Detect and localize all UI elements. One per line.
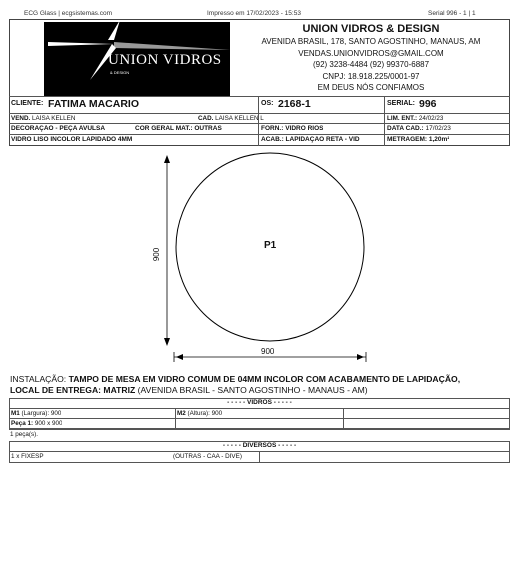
- logo-tagline: & DESIGN: [110, 70, 130, 75]
- arrow-down-icon: [164, 338, 170, 346]
- diversos-title: - - - - - DIVERSOS - - - - -: [222, 442, 297, 449]
- delivery-address: (AVENIDA BRASIL - SANTO AGOSTINHO - MANAUS - AM): [137, 385, 368, 395]
- width-dimension: 900: [261, 347, 275, 356]
- cadastrado-por: CAD. LAISA KELLEN L: [198, 114, 264, 122]
- vidro-tipo: VIDRO LISO INCOLOR LAPIDADO 4MM: [11, 136, 133, 143]
- company-motto: EM DEUS NÓS CONFIAMOS: [317, 83, 425, 92]
- installation-label: INSTALAÇÃO:: [10, 374, 67, 384]
- m2-altura: M2 (Altura): 900: [177, 409, 223, 417]
- company-info: [236, 22, 506, 94]
- grid-line: [9, 123, 510, 124]
- vidros-title: - - - - - VIDROS - - - - -: [227, 399, 292, 406]
- piece-label: P1: [264, 240, 277, 251]
- data-cadastro: DATA CAD.: 17/02/23: [387, 125, 451, 132]
- m1-largura: M1 (Largura): 900: [11, 409, 62, 417]
- serial-label: SERIAL:: [387, 100, 415, 107]
- peca-count: 1 peça(s).: [10, 431, 38, 438]
- company-email: VENDAS.UNIONVIDROS@GMAIL.COM: [298, 48, 444, 58]
- os-label: OS:: [261, 100, 274, 107]
- os-number: 2168-1: [278, 98, 311, 110]
- system-name: ECG Glass | ecgsistemas.com: [24, 10, 113, 17]
- fornecedor: FORN.: VIDRO RIOS: [261, 125, 324, 132]
- arrow-up-icon: [164, 155, 170, 163]
- cor-geral: COR GERAL MAT.: OUTRAS: [135, 125, 222, 132]
- company-phones: (92) 3238-4484 (92) 99370-6887: [312, 60, 430, 69]
- logo-text: UNION VIDROS: [108, 52, 222, 68]
- delivery-label: LOCAL DE ENTREGA: MATRIZ: [10, 385, 136, 395]
- arrow-right-icon: [357, 354, 364, 360]
- limite-entrega: LIM. ENT.: 24/02/23: [387, 114, 444, 122]
- arrow-left-icon: [176, 354, 183, 360]
- serial-page: Serial 996 - 1 | 1: [428, 10, 476, 17]
- grid-line: [9, 134, 510, 135]
- company-address: AVENIDA BRASIL, 178, SANTO AGOSTINHO, MANAUS, AM: [261, 37, 481, 46]
- decoracao: DECORAÇÃO - PEÇA AVULSA: [11, 125, 106, 132]
- installation-text: TAMPO DE MESA EM VIDRO COMUM DE 04MM INCOLOR COM ACABAMENTO DE LAPIDAÇÃO,: [68, 374, 461, 384]
- serial-number: 996: [419, 98, 437, 110]
- print-date: Impresso em 17/02/2023 - 15:53: [207, 10, 301, 17]
- cliente-name: FATIMA MACARIO: [48, 98, 139, 110]
- vidros-table: [9, 398, 510, 430]
- diversos-item: 1 x FIXESP: [11, 453, 44, 460]
- acabamento: ACAB.: LAPIDAÇÃO RETA - VID: [261, 136, 360, 143]
- grid-line: [384, 96, 385, 146]
- technical-drawing: [150, 150, 380, 370]
- peca-1-size: Peça 1: 900 x 900: [11, 419, 63, 427]
- cliente-label: CLIENTE:: [11, 100, 44, 107]
- metragem: METRAGEM: 1,20m²: [387, 136, 450, 143]
- diversos-table: [9, 441, 510, 463]
- company-name: UNION VIDROS & DESIGN: [302, 23, 440, 35]
- company-cnpj: CNPJ: 18.918.225/0001-97: [322, 71, 420, 81]
- vendedor: VEND. LAÍSA KELLEN: [11, 114, 76, 122]
- diversos-detail: (OUTRAS - CAA - DIVE): [173, 453, 242, 460]
- installation-info: [10, 374, 515, 396]
- grid-line: [9, 96, 510, 97]
- height-dimension: 900: [152, 247, 162, 262]
- company-logo: [44, 22, 230, 96]
